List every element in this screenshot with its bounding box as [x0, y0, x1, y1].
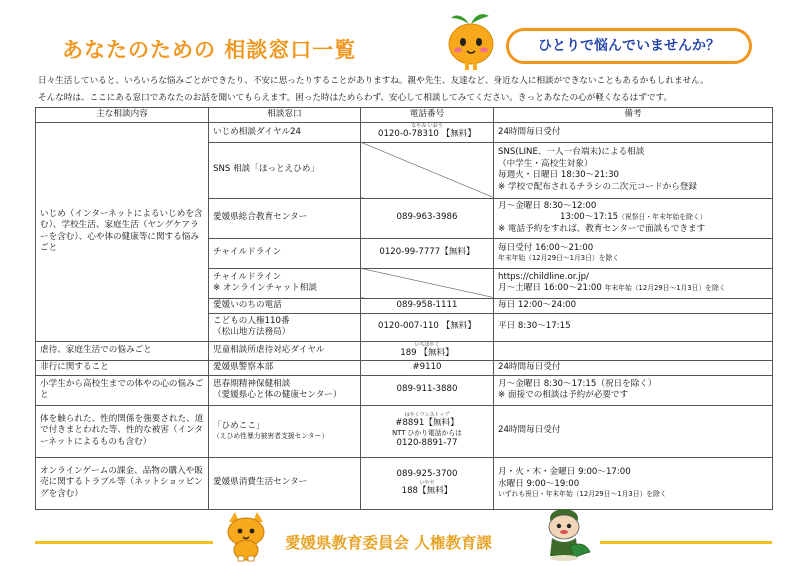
footer-divider-right	[600, 541, 772, 544]
note-line: 月～金曜日 8:30～17:15（祝日を除く）	[498, 378, 657, 389]
mikyan-mascot-icon	[221, 510, 271, 562]
notes-cell: 24時間毎日受付	[494, 361, 773, 376]
window-line: 思春期精神保健相談	[213, 378, 291, 389]
table-row	[36, 405, 773, 457]
table-row	[36, 123, 773, 143]
window-cell: 愛媛県消費生活センター	[209, 457, 361, 509]
notes-cell	[494, 341, 773, 361]
intro-line-2: そんな時は、ここにある窓口であなたのお話を聞いてもらえます。困った時はためらわず、安心して相談してみてください。きっとあなたの心が軽くなるはずです。	[38, 93, 673, 103]
window-cell: 愛媛いのちの電話	[209, 298, 361, 313]
window-cell	[209, 405, 361, 457]
window-cell	[209, 375, 361, 405]
phone-cell	[361, 341, 494, 361]
ruby-text: いちはやく	[414, 341, 440, 348]
window-line: （松山地方法務局）	[213, 327, 291, 338]
mikan-mascot-icon	[445, 10, 497, 72]
note-line	[498, 212, 768, 224]
content-cell: 体を触られた、性的関係を強要された、道で付きまとわれた等、性的な被害（インターネットによるものも含む）	[36, 405, 209, 457]
note-line: 毎日受付 16:00～21:00	[498, 242, 594, 253]
window-cell	[209, 268, 361, 298]
footer-divider-left	[35, 541, 213, 544]
empty-phone-cell	[361, 268, 494, 298]
phone-number: 189 【無料】	[400, 347, 454, 358]
note-line: ※ 電話予約をすれば、教育センターで面談もできます	[498, 223, 706, 234]
intro-line-1: 日々生活していると、いろいろな悩みごとができたり、不安に思ったりすることがありますね。親や先生、友達など、身近な人に相談ができないこともあるかもしれません。	[38, 76, 709, 86]
table-row	[36, 341, 773, 361]
table-row	[36, 361, 773, 376]
phone-note: NTT ひかり電話からは	[392, 429, 462, 438]
window-cell: SNS 相談「ほっとえひめ」	[209, 142, 361, 198]
window-line: （えひめ性暴力被害者支援センター）	[213, 432, 329, 441]
notes-cell: 24時間毎日受付	[494, 123, 773, 143]
table-row	[36, 375, 773, 405]
phone-number: 0120-0-78310 【無料】	[378, 129, 476, 139]
window-line: （愛媛県心と体の健康センター）	[213, 390, 342, 401]
note-small: 年末年始（12月29日～1月3日）を除く	[604, 284, 726, 293]
phone-cell	[361, 405, 494, 457]
note-time: 13:00～17:15	[560, 212, 619, 223]
header-window: 相談窓口	[209, 108, 361, 123]
page-title: あなたのための 相談窓口一覧	[62, 38, 357, 62]
phone-cell	[361, 457, 494, 509]
window-line: ※ オンラインチャット相談	[213, 283, 317, 294]
table-header-row	[36, 108, 773, 123]
phone-cell	[361, 123, 494, 143]
note-line	[498, 283, 768, 295]
note-line: 月～金曜日 8:30～12:00	[498, 200, 597, 211]
childline-url[interactable]: https://childline.or.jp/	[498, 271, 589, 282]
header-phone: 電話番号	[361, 108, 494, 123]
window-cell: 愛媛県警察本部	[209, 361, 361, 376]
phone-cell: 089-963-3986	[361, 198, 494, 238]
notes-cell	[494, 198, 773, 238]
phone-cell: #9110	[361, 361, 494, 376]
phone-number: #8891【無料】	[395, 417, 459, 428]
note-line: いずれも祝日・年末年始（12月29日～1月3日）を除く	[498, 490, 667, 499]
phone-cell: 089-958-1111	[361, 298, 494, 313]
header-notes: 備考	[494, 108, 773, 123]
phone-number: 0120-8891-77	[396, 438, 458, 449]
note-line: ※ 学校で配布されるチラシの二次元コードから登録	[498, 181, 697, 192]
notes-cell	[494, 457, 773, 509]
ruby-text: いやや	[419, 479, 435, 486]
window-cell: 児童相談所虐待対応ダイヤル	[209, 341, 361, 361]
note-line: ※ 面接での相談は予約が必要です	[498, 390, 629, 401]
note-small: （祝祭日・年末年始を除く）	[618, 213, 707, 222]
ruby-text: なやみ いおう	[411, 123, 443, 129]
note-line: 月・火・木・金曜日 9:00～17:00	[498, 467, 631, 478]
note-line: 水曜日 9:00～19:00	[498, 478, 580, 489]
note-line: 毎週火・日曜日 18:30～21:30	[498, 170, 620, 181]
window-line: チャイルドライン	[213, 271, 282, 282]
speech-bubble	[506, 28, 752, 64]
window-line: 「ひめここ」	[213, 420, 265, 431]
note-line: SNS(LINE、一人一台端末)による相談	[498, 146, 645, 157]
window-line: こどもの人権110番	[213, 315, 290, 326]
notes-cell: 24時間毎日受付	[494, 405, 773, 457]
consultation-table	[35, 107, 773, 510]
note-line: （中学生・高校生対象）	[498, 158, 593, 169]
table-row	[36, 457, 773, 509]
ruby-text: はやくワンストップ	[404, 411, 450, 418]
content-cell: オンラインゲームの課金、品物の購入や販売に関するトラブル等（ネットショッピングを含む）	[36, 457, 209, 509]
phone-number: 089-925-3700	[396, 469, 458, 480]
phone-cell: 0120-99-7777【無料】	[361, 238, 494, 268]
notes-cell: 平日 8:30～17:15	[494, 313, 773, 341]
notes-cell	[494, 142, 773, 198]
notes-cell	[494, 238, 773, 268]
header-content: 主な相談内容	[36, 108, 209, 123]
window-cell: チャイルドライン	[209, 238, 361, 268]
notes-cell	[494, 375, 773, 405]
content-cell: いじめ（インターネットによるいじめを含む）、学校生活、家庭生活（ヤングケアラーを含む）、心や体の健康等に関する悩みごと	[36, 123, 209, 342]
footer-organization: 愛媛県教育委員会 人権教育課	[285, 534, 492, 552]
window-cell	[209, 313, 361, 341]
note-line: 年末年始（12月29日～1月3日）を除く	[498, 254, 620, 263]
phone-cell: 0120-007-110 【無料】	[361, 313, 494, 341]
kappa-mascot-icon	[540, 506, 592, 562]
phone-number: 188【無料】	[401, 485, 453, 496]
window-cell: 愛媛県総合教育センター	[209, 198, 361, 238]
bubble-text: ひとりで悩んでいませんか？	[538, 38, 720, 54]
notes-cell: 毎日 12:00～24:00	[494, 298, 773, 313]
content-cell: 小学生から高校生までの体やの心の悩みごと	[36, 375, 209, 405]
notes-cell	[494, 268, 773, 298]
window-cell: いじめ相談ダイヤル24	[209, 123, 361, 143]
content-cell: 虐待、家庭生活での悩みごと	[36, 341, 209, 361]
empty-phone-cell	[361, 142, 494, 198]
note-time: 月～土曜日 16:00～21:00	[498, 283, 602, 294]
phone-cell: 089-911-3880	[361, 375, 494, 405]
content-cell: 非行に関すること	[36, 361, 209, 376]
